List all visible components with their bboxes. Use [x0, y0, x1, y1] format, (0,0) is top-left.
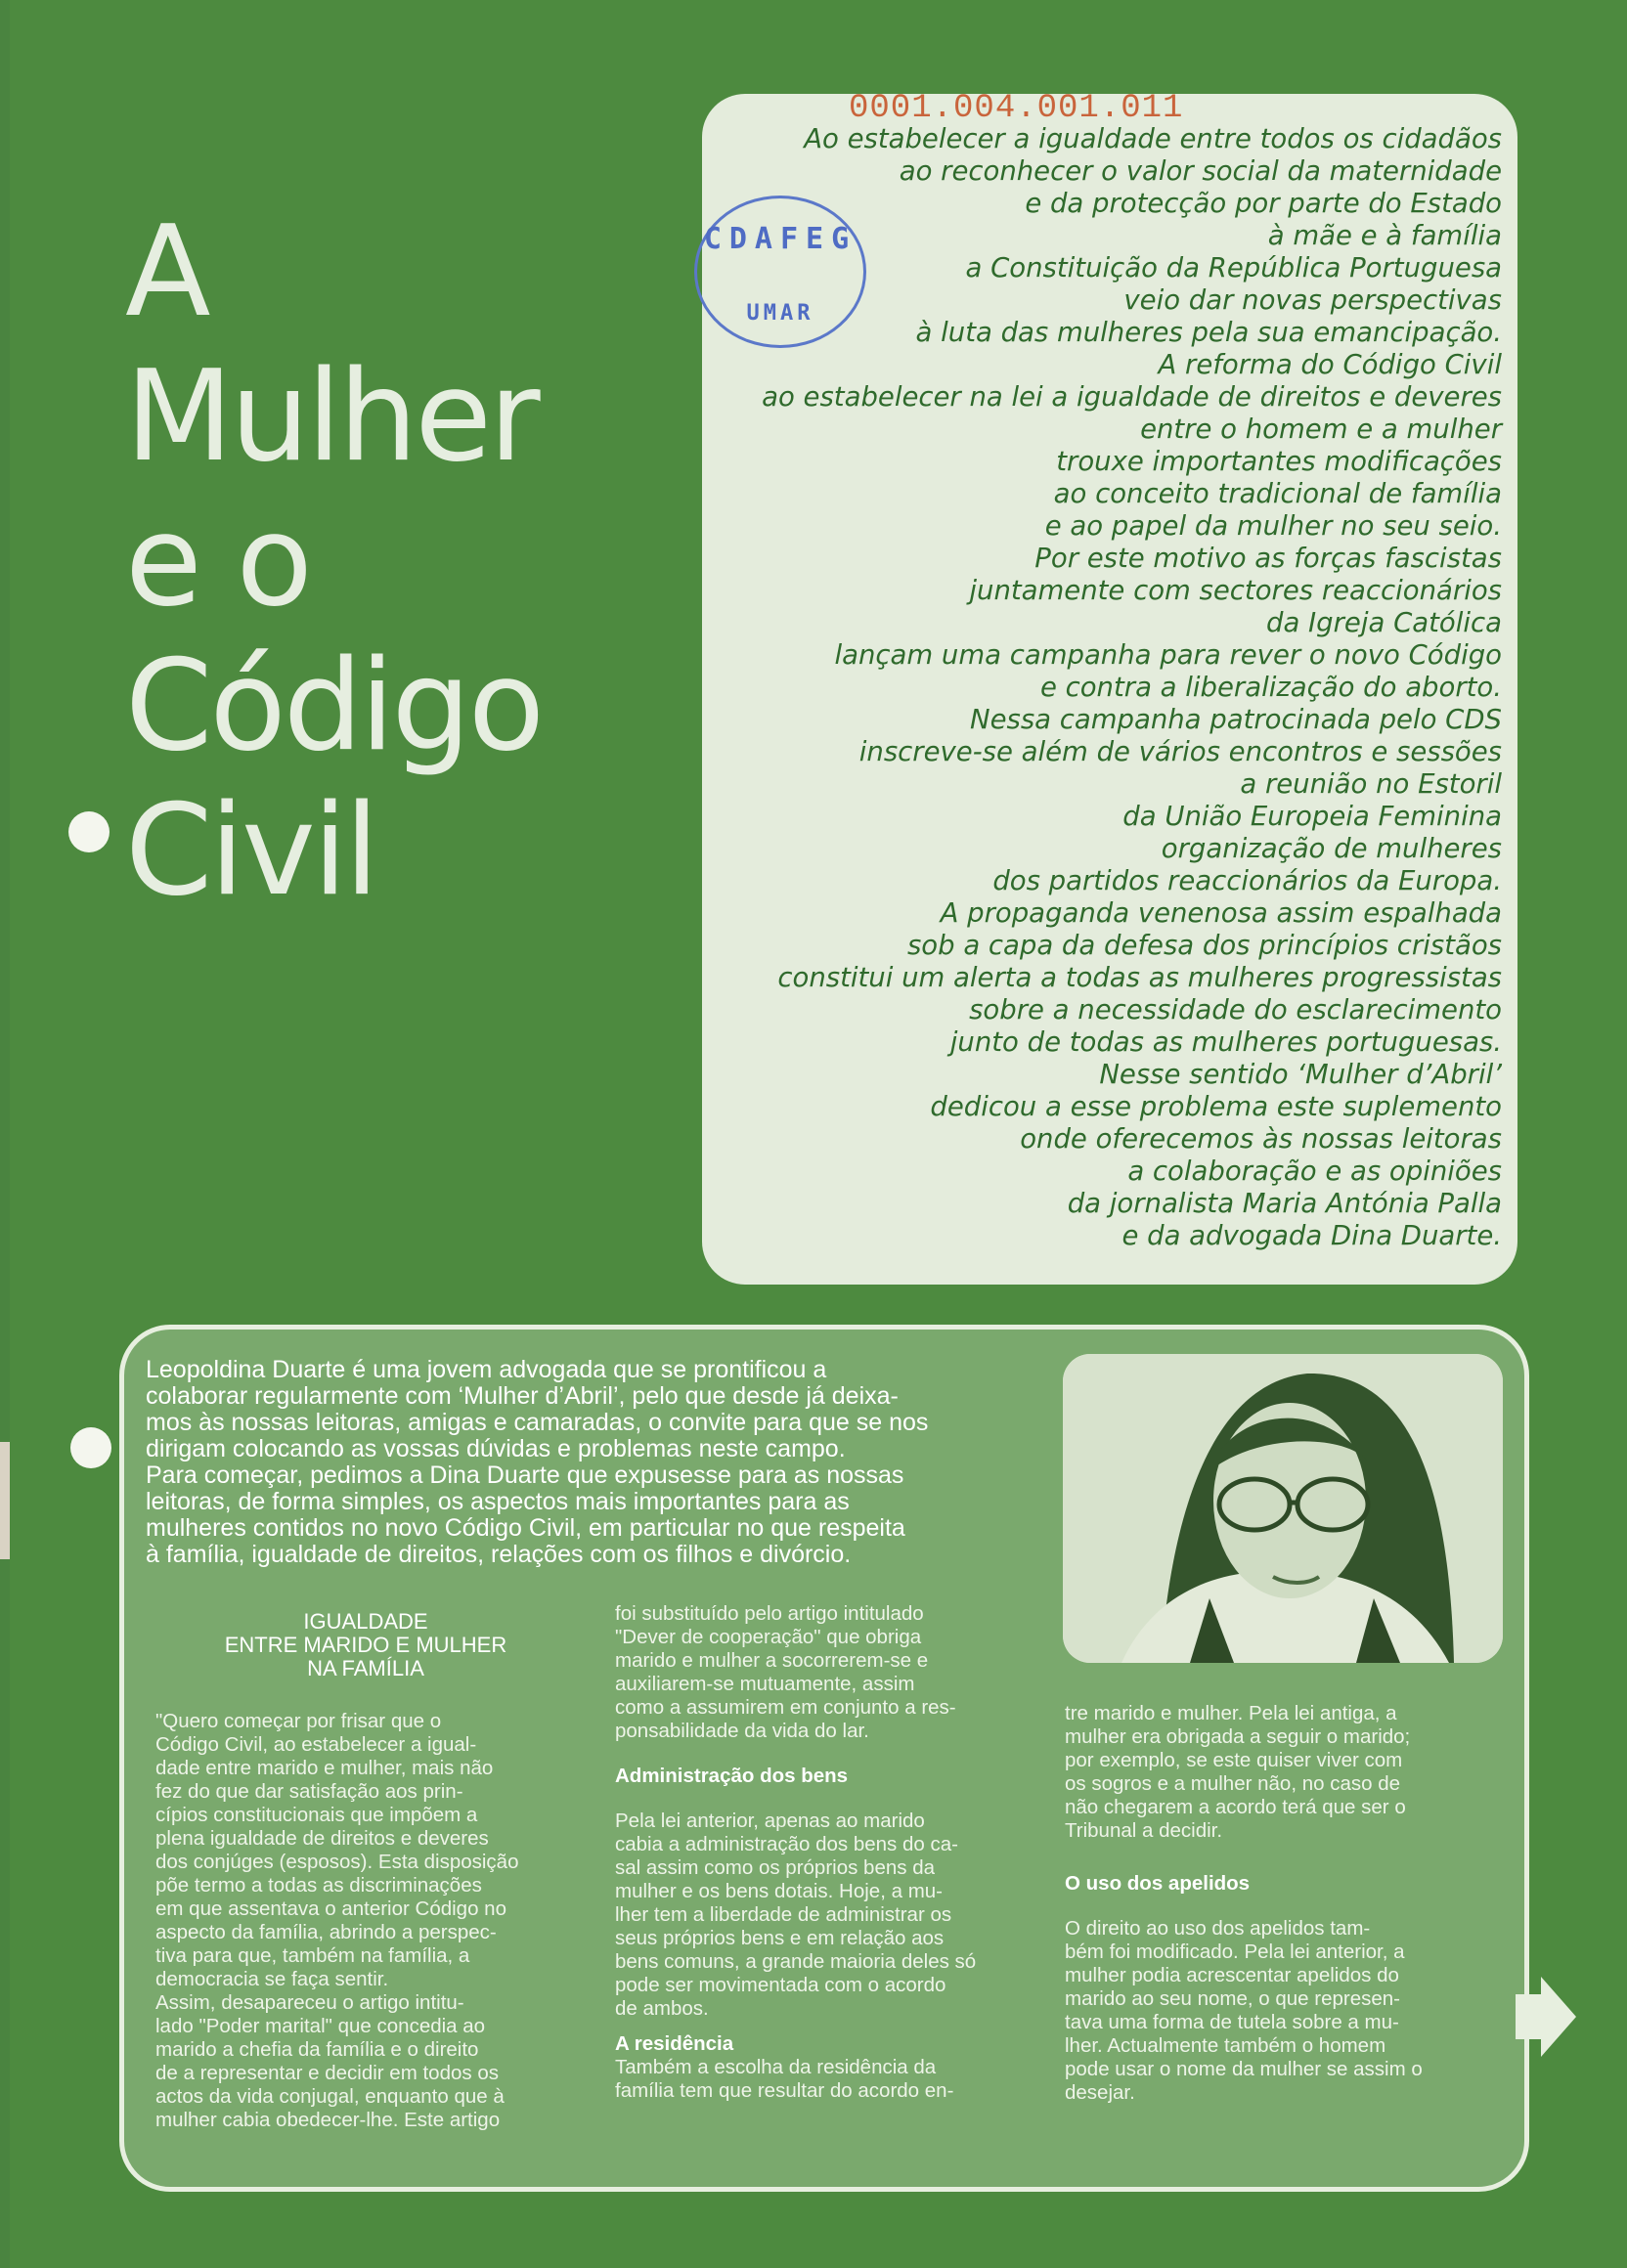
lead-line: colaborar regularmente com ‘Mulher d’Abril’, pelo que desde já deixa-	[146, 1382, 899, 1410]
intro-line: à luta das mulheres pela sua emancipação.	[915, 317, 1502, 348]
column-line: bém foi modificado. Pela lei anterior, a	[1065, 1941, 1405, 1963]
column-line: os sogros e a mulher não, no caso de	[1065, 1772, 1401, 1795]
column-line: marido ao seu nome, o que represen-	[1065, 1987, 1401, 2010]
spacer	[1065, 1896, 1495, 1917]
column-line: O direito ao uso dos apelidos tam-	[1065, 1917, 1371, 1940]
column-line: actos da vida conjugal, enquanto que à	[155, 2085, 505, 2108]
title-line: A	[125, 199, 208, 345]
column-line: bens comuns, a grande maioria deles só	[615, 1950, 977, 1973]
column-line: auxiliarem-se mutuamente, assim	[615, 1673, 915, 1695]
intro-line: A reforma do Código Civil	[1158, 349, 1502, 380]
intro-line: Nessa campanha patrocinada pelo CDS	[970, 704, 1502, 735]
column-line: sal assim como os próprios bens da	[615, 1856, 936, 1879]
title-line: Mulher	[125, 344, 538, 490]
intro-line: A propaganda venenosa assim espalhada	[940, 897, 1502, 929]
article-column-2	[615, 1602, 1026, 2103]
article-column-1	[155, 1610, 576, 2132]
section-heading-line: ENTRE MARIDO E MULHER	[224, 1633, 507, 1657]
archive-code: 0001.004.001.011	[849, 90, 1184, 127]
intro-line: ao reconhecer o valor social da maternidade	[899, 155, 1502, 187]
stamp-bottom-text: UMAR	[746, 301, 814, 326]
spacer	[615, 1743, 1026, 1765]
column-line: pode ser movimentada com o acordo	[615, 1974, 946, 1996]
intro-line: inscreve-se além de vários encontros e sessões	[858, 736, 1502, 767]
intro-line: Nesse sentido ‘Mulher d’Abril’	[1099, 1059, 1502, 1090]
column-line: tiva para que, também na família, a	[155, 1944, 470, 1967]
column-line: pode usar o nome da mulher se assim o	[1065, 2058, 1423, 2080]
column-line: Código Civil, ao estabelecer a igual-	[155, 1733, 477, 1756]
author-photo	[1063, 1354, 1503, 1663]
spacer	[155, 1680, 576, 1710]
intro-line: da Igreja Católica	[1266, 607, 1502, 638]
intro-line: dos partidos reaccionários da Europa.	[992, 865, 1502, 896]
intro-line: ao conceito tradicional de família	[1053, 478, 1502, 509]
column-line: dade entre marido e mulher, mais não	[155, 1757, 494, 1779]
column-line: democracia se faça sentir.	[155, 1968, 389, 1990]
column-line: lher tem a liberdade de administrar os	[615, 1903, 952, 1926]
column-2-body-bottom	[615, 2056, 1026, 2103]
column-line: de ambos.	[615, 1997, 709, 2020]
intro-line: entre o homem e a mulher	[1140, 414, 1502, 445]
title-line: e o	[125, 489, 310, 634]
intro-line: Por este motivo as forças fascistas	[1034, 543, 1502, 574]
intro-line: da União Europeia Feminina	[1122, 801, 1502, 832]
intro-line: veio dar novas perspectivas	[1123, 284, 1502, 316]
intro-line: a colaboração e as opiniões	[1127, 1156, 1502, 1187]
column-line: mulher cabia obedecer-lhe. Este artigo	[155, 2109, 501, 2131]
section-heading	[155, 1610, 576, 1680]
spacer	[615, 1788, 1026, 1810]
column-line: marido a chefia da família e o direito	[155, 2038, 479, 2061]
column-line: fez do que dar satisfação aos prin-	[155, 1780, 463, 1803]
intro-line: e da protecção por parte do Estado	[1025, 188, 1502, 219]
spacer	[615, 2021, 1026, 2032]
column-line: Assim, desapareceu o artigo intitu-	[155, 1991, 464, 2014]
intro-line: e ao papel da mulher no seu seio.	[1044, 510, 1502, 542]
binder-hole-bottom	[70, 1427, 111, 1468]
column-line: família tem que resultar do acordo en-	[615, 2079, 954, 2102]
intro-line: à mãe e à família	[1267, 220, 1502, 251]
column-line: "Quero começar por frisar que o	[155, 1710, 442, 1732]
intro-line: sobre a necessidade do esclarecimento	[969, 994, 1502, 1025]
title-line: Civil	[125, 778, 376, 924]
column-line: plena igualdade de direitos e deveres	[155, 1827, 489, 1850]
column-line: lado "Poder marital" que concedia ao	[155, 2015, 486, 2037]
lead-line: mulheres contidos no novo Código Civil, em particular no que respeita	[146, 1514, 905, 1542]
intro-line: a Constituição da República Portuguesa	[965, 252, 1502, 284]
subheading-residence: A residência	[615, 2032, 734, 2055]
intro-line: onde oferecemos às nossas leitoras	[1020, 1123, 1502, 1155]
intro-text	[762, 123, 1502, 1252]
section-heading-line: NA FAMÍLIA	[307, 1656, 424, 1680]
column-line: "Dever de cooperação" que obriga	[615, 1626, 922, 1648]
article-column-3	[1065, 1702, 1495, 2105]
lead-line: Para começar, pedimos a Dina Duarte que expusesse para as nossas	[146, 1461, 904, 1489]
intro-line: dedicou a esse problema este suplemento	[930, 1091, 1502, 1122]
column-line: mulher podia acrescentar apelidos do	[1065, 1964, 1399, 1986]
column-line: lher. Actualmente também o homem	[1065, 2034, 1386, 2057]
column-line: ponsabilidade da vida do lar.	[615, 1720, 869, 1742]
column-line: em que assentava o anterior Código no	[155, 1897, 506, 1920]
subheading-administration: Administração dos bens	[615, 1765, 849, 1787]
page-title	[125, 200, 542, 924]
column-line: dos conjúges (esposos). Esta disposição	[155, 1851, 519, 1873]
column-line: tre marido e mulher. Pela lei antiga, a	[1065, 1702, 1397, 1724]
column-1-body	[155, 1710, 576, 2132]
column-line: mulher era obrigada a seguir o marido;	[1065, 1725, 1411, 1748]
intro-line: junto de todas as mulheres portuguesas.	[949, 1026, 1502, 1058]
stamp-top-text: CDAFEG	[703, 222, 857, 256]
lead-line: à família, igualdade de direitos, relações com os filhos e divórcio.	[146, 1541, 852, 1568]
intro-line: constitui um alerta a todas as mulheres progressistas	[777, 962, 1502, 993]
column-line: mulher e os bens dotais. Hoje, a mu-	[615, 1880, 943, 1902]
lead-line: Leopoldina Duarte é uma jovem advogada que se prontificou a	[146, 1356, 827, 1383]
intro-line: e da advogada Dina Duarte.	[1121, 1220, 1502, 1251]
column-2-body-mid	[615, 1810, 1026, 2021]
column-line: por exemplo, se este quiser viver com	[1065, 1749, 1403, 1771]
article-box	[119, 1325, 1529, 2192]
column-2-body-top	[615, 1602, 1026, 1743]
intro-line: Ao estabelecer a igualdade entre todos os cidadãos	[804, 123, 1502, 154]
column-line: cabia a administração dos bens do ca-	[615, 1833, 958, 1855]
column-line: cípios constitucionais que impõem a	[155, 1804, 478, 1826]
column-line: foi substituído pelo artigo intitulado	[615, 1602, 924, 1625]
column-line: não chegarem a acordo terá que ser o	[1065, 1796, 1406, 1818]
column-line: de a representar e decidir em todos os	[155, 2062, 499, 2084]
page-left-edge	[0, 0, 10, 2268]
binder-hole-top	[68, 811, 110, 852]
intro-line: sob a capa da defesa dos princípios cristãos	[906, 930, 1502, 961]
column-line: seus próprios bens e em relação aos	[615, 1927, 945, 1949]
column-line: Tribunal a decidir.	[1065, 1819, 1223, 1842]
lead-line: dirigam colocando as vossas dúvidas e problemas neste campo.	[146, 1435, 846, 1462]
column-line: desejar.	[1065, 2081, 1135, 2104]
column-line: aspecto da família, abrindo a perspec-	[155, 1921, 497, 1943]
portrait-illustration	[1063, 1354, 1503, 1663]
column-line: marido e mulher a socorrerem-se e	[615, 1649, 929, 1672]
column-line: Pela lei anterior, apenas ao marido	[615, 1810, 925, 1832]
column-3-body-top	[1065, 1702, 1495, 1843]
section-heading-line: IGUALDADE	[303, 1609, 428, 1634]
article-lead	[146, 1357, 1049, 1568]
intro-line: e contra a liberalização do aborto.	[1039, 672, 1502, 703]
subheading-surnames: O uso dos apelidos	[1065, 1872, 1251, 1895]
intro-line: a reunião no Estoril	[1240, 768, 1502, 800]
intro-line: ao estabelecer na lei a igualdade de direitos e deveres	[762, 381, 1502, 413]
title-line: Código	[125, 633, 543, 779]
column-line: tava uma forma de tutela sobre a mu-	[1065, 2011, 1399, 2033]
archive-stamp	[694, 196, 866, 348]
intro-line: juntamente com sectores reaccionários	[969, 575, 1502, 606]
lead-line: mos às nossas leitoras, amigas e camaradas, o convite para que se nos	[146, 1409, 929, 1436]
column-line: como a assumirem em conjunto a res-	[615, 1696, 956, 1719]
intro-line: lançam uma campanha para rever o novo Código	[834, 639, 1502, 671]
column-3-body-bottom	[1065, 1917, 1495, 2105]
arrow-right-icon[interactable]	[1512, 1973, 1580, 2061]
intro-line: trouxe importantes modificações	[1056, 446, 1502, 477]
intro-line: organização de mulheres	[1161, 833, 1502, 864]
column-line: põe termo a todas as discriminações	[155, 1874, 482, 1897]
intro-line: da jornalista Maria Antónia Palla	[1067, 1188, 1502, 1219]
spacer	[1065, 1843, 1495, 1872]
lead-line: leitoras, de forma simples, os aspectos mais importantes para as	[146, 1488, 850, 1515]
column-line: Também a escolha da residência da	[615, 2056, 937, 2078]
page-edge-tear	[0, 1442, 10, 1559]
